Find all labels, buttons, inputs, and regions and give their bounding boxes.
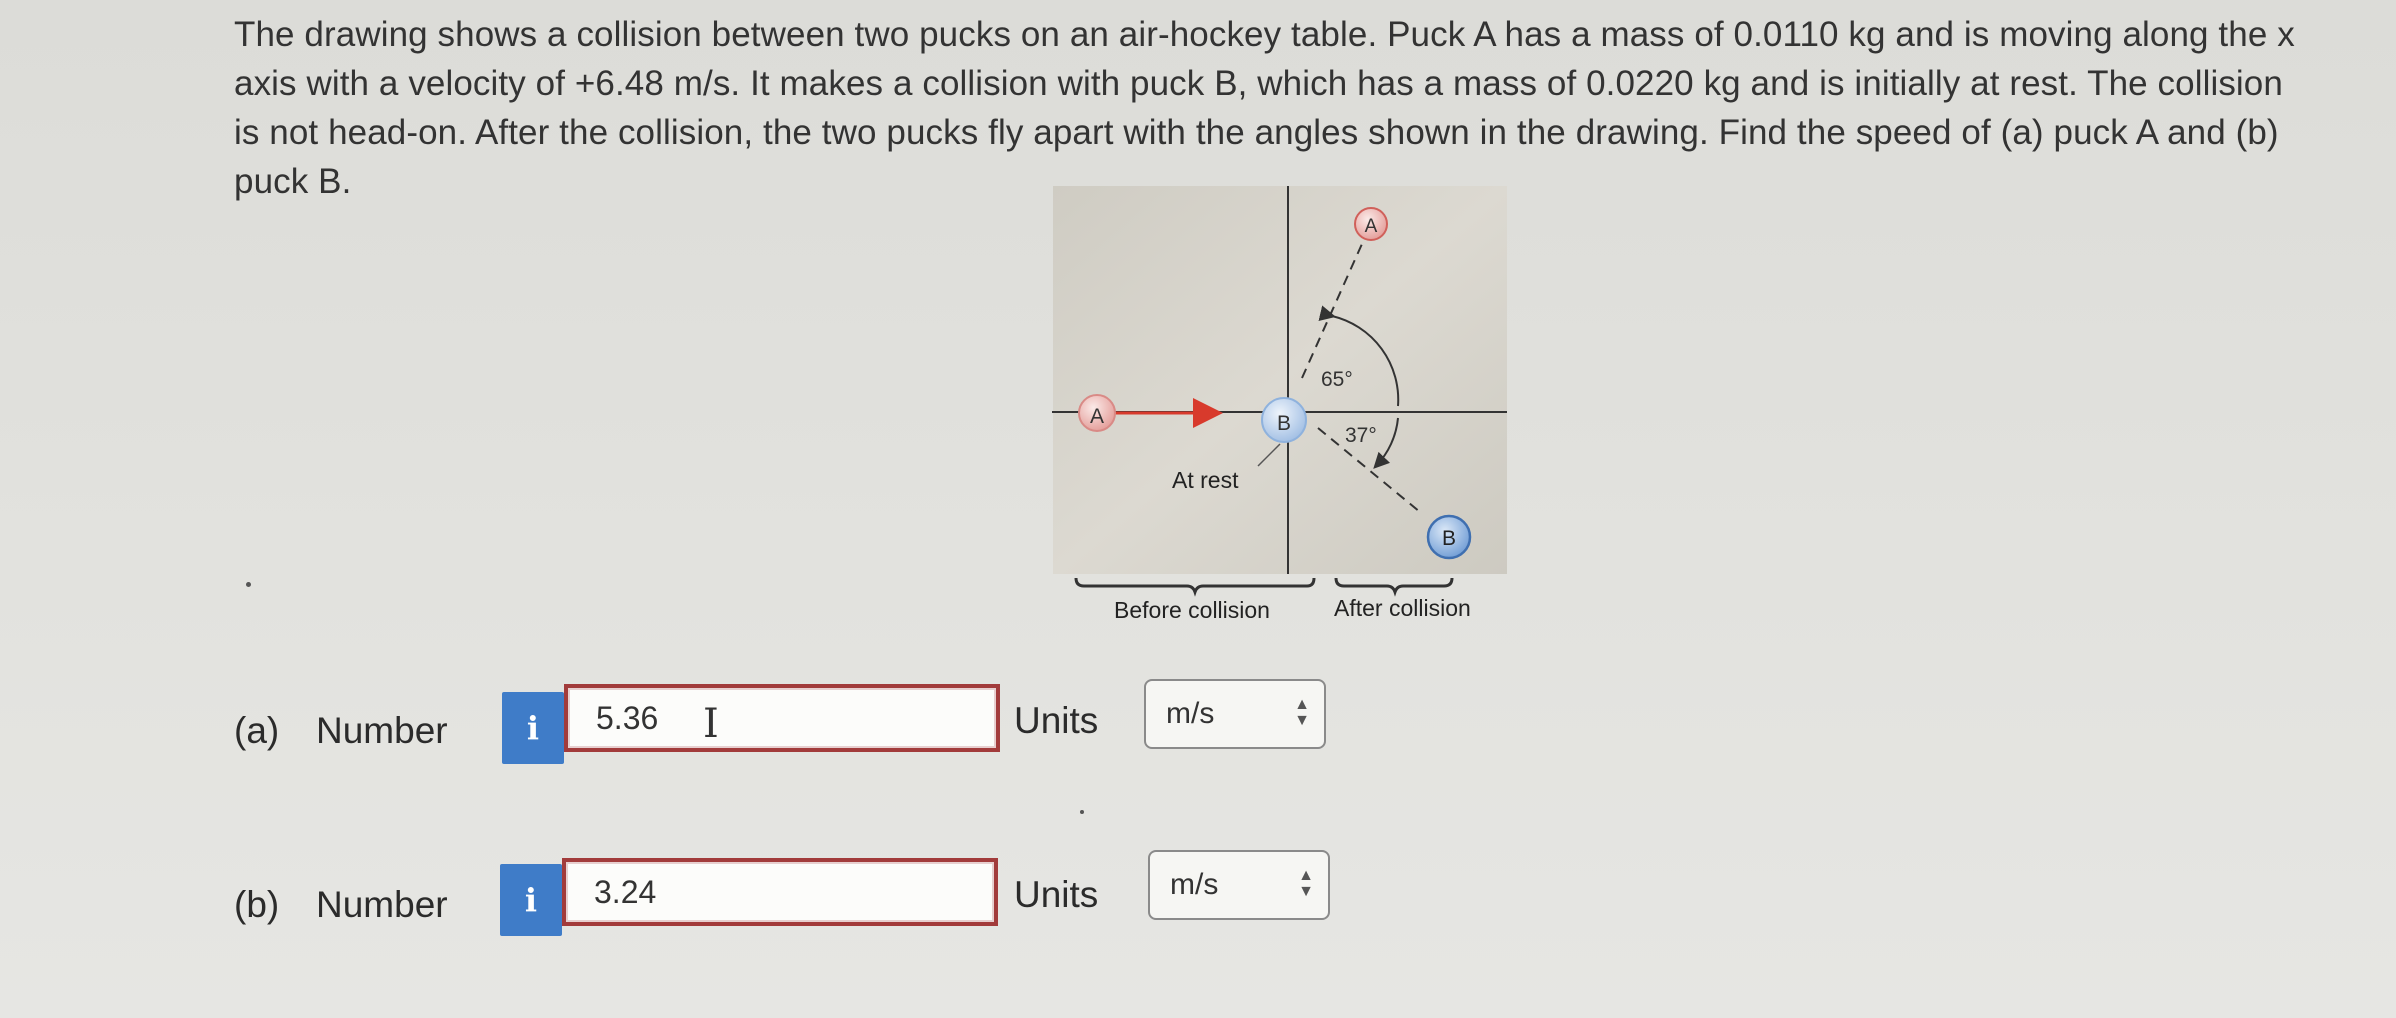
before-collision-caption: Before collision (1114, 597, 1270, 623)
svg-text:A: A (1089, 405, 1105, 428)
answer-row-b (0, 864, 2396, 954)
before-brace (1076, 578, 1314, 592)
puck-b-final (1428, 516, 1470, 558)
stray-mark (1080, 810, 1084, 814)
answer-row-a (0, 690, 2396, 780)
part-label-b: (b) (234, 884, 280, 925)
select-arrows-icon: ▲ ▼ (1298, 867, 1314, 900)
info-button-b[interactable] (500, 864, 562, 936)
svg-text:B: B (1276, 412, 1292, 435)
select-arrows-icon: ▲ ▼ (1294, 696, 1310, 729)
text-cursor-icon: I (703, 701, 719, 747)
after-collision-caption: After collision (1334, 595, 1471, 621)
at-rest-label: At rest (1172, 467, 1239, 493)
answer-input-a[interactable] (564, 684, 1000, 752)
units-select-a[interactable] (1144, 679, 1326, 749)
angle-65-label: 65° (1321, 368, 1353, 391)
units-value-b: m/s (1170, 868, 1219, 901)
number-label-b: Number (316, 884, 448, 925)
units-value-a: m/s (1166, 697, 1215, 730)
puck-b-initial (1262, 398, 1306, 442)
puck-a-initial (1079, 395, 1115, 431)
answer-value-b: 3.24 (594, 873, 657, 910)
angle-37-label: 37° (1345, 424, 1377, 447)
units-label-b: Units (1014, 874, 1099, 915)
part-label-a: (a) (234, 710, 280, 751)
svg-text:B: B (1441, 527, 1457, 550)
units-select-b[interactable] (1148, 850, 1330, 920)
problem-statement: The drawing shows a collision between two pucks on an air-hockey table. Puck A has a mass of 0.0110 kg and is moving along the x axis with a velocity of +6.48 m/s. It makes a collision with puck B, which has a mass of 0.0220 kg and is initially at rest. The collision is not head-on. After the collision, the two pucks fly apart with the angles shown in the drawing. Find the speed of (a) puck A and (b) puck B. (234, 15, 2295, 201)
puck-a-final (1355, 208, 1387, 240)
collision-figure (1052, 186, 1512, 626)
answer-value-a: 5.36 (596, 699, 659, 736)
info-button-a[interactable] (502, 692, 564, 764)
info-icon: i (526, 709, 540, 747)
table-surface (1053, 186, 1507, 574)
info-icon: i (524, 881, 538, 919)
number-label-a: Number (316, 710, 448, 751)
after-brace (1336, 578, 1452, 592)
units-label-a: Units (1014, 700, 1099, 741)
svg-text:A: A (1364, 216, 1378, 237)
answer-input-b[interactable] (562, 858, 998, 926)
stray-mark (246, 582, 251, 587)
